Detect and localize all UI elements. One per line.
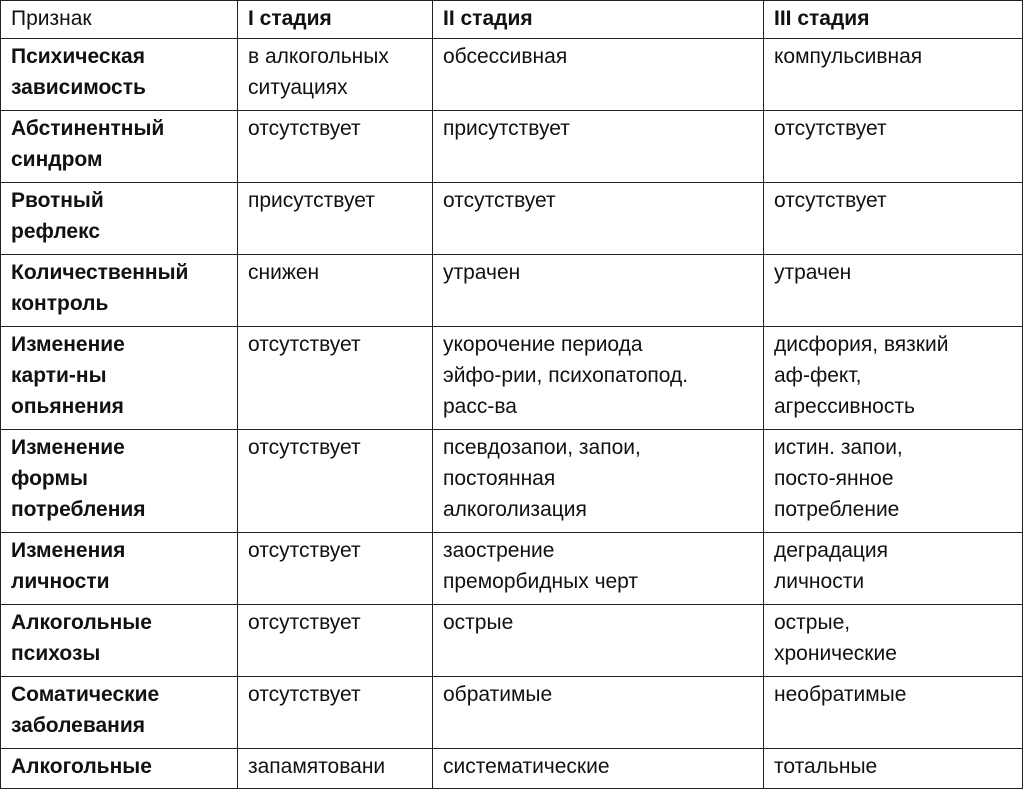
stage-1-cell: отсутствует	[238, 430, 433, 533]
stage-1-cell: снижен	[238, 255, 433, 327]
row-feature: Количественный контроль	[1, 255, 238, 327]
table-row	[1, 430, 1023, 533]
table-row	[1, 605, 1023, 677]
stage-2-cell: заострение преморбидных черт	[433, 533, 764, 605]
stage-3-cell: отсутствует	[764, 183, 1023, 255]
row-feature: Изменения личности	[1, 533, 238, 605]
stage-2-cell: псевдозапои, запои, постоянная алкоголизация	[433, 430, 764, 533]
stage-1-cell: отсутствует	[238, 533, 433, 605]
header-stage-1: I стадия	[238, 1, 433, 39]
table-row	[1, 255, 1023, 327]
stage-3-cell: острые, хронические	[764, 605, 1023, 677]
stage-1-cell: отсутствует	[238, 677, 433, 749]
table-row	[1, 677, 1023, 749]
stage-1-cell: запамятовани	[238, 749, 433, 789]
stage-2-cell: обратимые	[433, 677, 764, 749]
header-stage-3: III стадия	[764, 1, 1023, 39]
stage-3-cell: необратимые	[764, 677, 1023, 749]
stage-2-cell: отсутствует	[433, 183, 764, 255]
stage-3-cell: утрачен	[764, 255, 1023, 327]
table-row	[1, 183, 1023, 255]
stage-3-cell: компульсивная	[764, 39, 1023, 111]
stage-2-cell: утрачен	[433, 255, 764, 327]
stage-1-cell: в алкогольных ситуациях	[238, 39, 433, 111]
stage-2-cell: систематические	[433, 749, 764, 789]
row-feature: Абстинентный синдром	[1, 111, 238, 183]
row-feature: Изменение формы потребления	[1, 430, 238, 533]
stage-1-cell: отсутствует	[238, 327, 433, 430]
row-feature: Изменение карти-ны опьянения	[1, 327, 238, 430]
stage-2-cell: острые	[433, 605, 764, 677]
stage-3-cell: дисфория, вязкий аф-фект, агрессивность	[764, 327, 1023, 430]
stage-3-cell: тотальные	[764, 749, 1023, 789]
row-feature: Рвотный рефлекс	[1, 183, 238, 255]
stage-1-cell: присутствует	[238, 183, 433, 255]
row-feature: Психическая зависимость	[1, 39, 238, 111]
stage-1-cell: отсутствует	[238, 111, 433, 183]
stage-3-cell: истин. запои, посто-янное потребление	[764, 430, 1023, 533]
table-row	[1, 39, 1023, 111]
stage-2-cell: укорочение периода эйфо-рии, психопатопод. расс-ва	[433, 327, 764, 430]
stage-3-cell: деградация личности	[764, 533, 1023, 605]
stage-3-cell: отсутствует	[764, 111, 1023, 183]
row-feature: Алкогольные психозы	[1, 605, 238, 677]
row-feature: Соматические заболевания	[1, 677, 238, 749]
header-feature: Признак	[1, 1, 238, 39]
table-row	[1, 111, 1023, 183]
table-header-row	[1, 1, 1023, 39]
row-feature: Алкогольные	[1, 749, 238, 789]
header-stage-2: II стадия	[433, 1, 764, 39]
stage-2-cell: присутствует	[433, 111, 764, 183]
stage-1-cell: отсутствует	[238, 605, 433, 677]
table-row	[1, 533, 1023, 605]
stage-2-cell: обсессивная	[433, 39, 764, 111]
table-row	[1, 327, 1023, 430]
table-row	[1, 749, 1023, 789]
